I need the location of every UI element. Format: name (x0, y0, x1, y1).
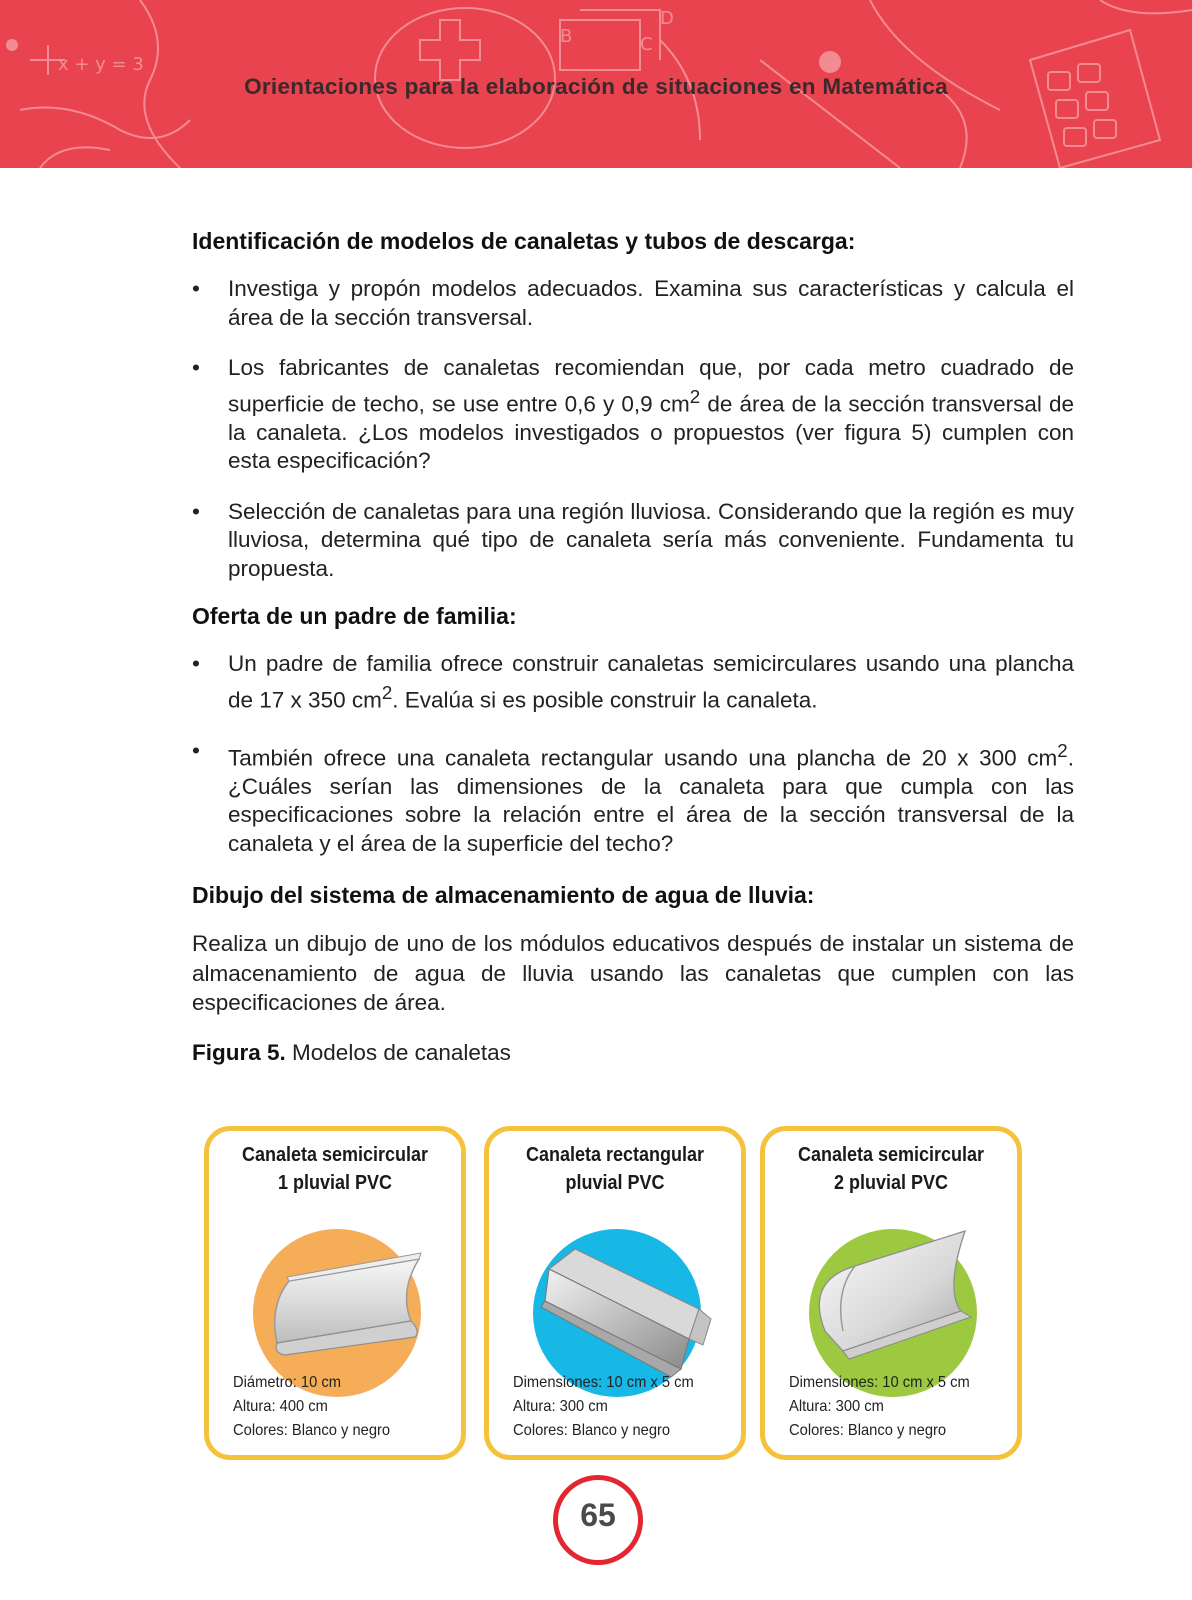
card-title-line1: Canaleta rectangular (525, 1144, 705, 1166)
superscript: 2 (689, 385, 701, 407)
section-title-dibujo: Dibujo del sistema de almacenamiento de agua de lluvia: (192, 882, 815, 908)
spec-line: Colores: Blanco y negro (233, 1422, 391, 1439)
figure-caption-text: Modelos de canaletas (285, 1039, 511, 1065)
bullet-text: Un padre de familia ofrece construir canaletas semicirculares usando una plancha de 17 x 350 cm (228, 651, 1074, 712)
spec-line: Diámetro: 10 cm (233, 1374, 341, 1391)
decor-letter-d: D (660, 8, 674, 29)
superscript: 2 (381, 681, 393, 703)
spec-line: Altura: 400 cm (233, 1398, 328, 1415)
bullet-item (192, 275, 1074, 332)
decor-equation: x + y = 3 (58, 54, 144, 75)
section-title-oferta: Oferta de un padre de familia: (192, 603, 517, 629)
spec-line: Colores: Blanco y negro (789, 1422, 947, 1439)
card-title-line2: 2 pluvial PVC (833, 1172, 949, 1194)
page-number: 65 (580, 1497, 616, 1533)
spec-line: Dimensiones: 10 cm x 5 cm (513, 1374, 694, 1391)
bullet-text: . Evalúa si es posible construir la canaleta. (392, 687, 818, 712)
header-title: Orientaciones para la elaboración de situaciones en Matemática (244, 74, 948, 99)
card-title-line2: pluvial PVC (565, 1172, 665, 1194)
bullet-text: También ofrece una canaleta rectangular usando una plancha de 20 x 300 cm (228, 745, 1058, 770)
spec-line: Colores: Blanco y negro (513, 1422, 671, 1439)
bullet-item (192, 737, 1074, 859)
figure-caption (192, 1040, 1074, 1066)
bullet-text: Investiga y propón modelos adecuados. Examina sus características y calcula el área de la sección transversal. (228, 276, 1074, 330)
gutter-card-rectangular (484, 1126, 746, 1460)
bullet-text: Selección de canaletas para una región lluviosa. Considerando que la región es muy lluviosa, determina qué tipo de canaleta sería más conveniente. Fundamenta tu propuesta. (228, 498, 1074, 581)
gutter-card-semicircular-1 (204, 1126, 466, 1460)
card-title-line2: 1 pluvial PVC (277, 1172, 393, 1194)
spec-line: Altura: 300 cm (789, 1398, 884, 1415)
spec-line: Dimensiones: 10 cm x 5 cm (789, 1374, 970, 1391)
section-title-identificacion: Identificación de modelos de canaletas y tubos de descarga: (192, 228, 856, 254)
bullet-item (192, 498, 1074, 584)
card-specs (233, 1371, 435, 1443)
paragraph-dibujo: Realiza un dibujo de uno de los módulos educativos después de instalar un sistema de almacenamiento de agua de lluvia usando las canaletas que cumplen con las especificaciones de área. (192, 931, 1074, 1015)
card-specs (513, 1371, 715, 1443)
card-specs (789, 1371, 991, 1443)
bullet-list-oferta (192, 650, 1074, 858)
bullet-list-identificacion (192, 275, 1074, 583)
superscript: 2 (1057, 739, 1068, 761)
page-number-badge (553, 1475, 641, 1563)
figure-label: Figura 5. (192, 1039, 286, 1065)
decor-letter-b: B (560, 26, 573, 47)
bullet-item (192, 650, 1074, 715)
page-header (0, 0, 1192, 168)
bullet-text: de área de la sección transversal de la canaleta. ¿Los modelos investigados o propuestos (ver figura 5) cumplen con esta especificación? (228, 391, 1075, 473)
gutter-card-semicircular-2 (760, 1126, 1022, 1460)
bullet-text: Los fabricantes de canaletas recomiendan que, por cada metro cuadrado de superficie de techo, se use entre 0,6 y 0,9 cm (228, 355, 1074, 416)
card-title-line1: Canaleta semicircular (797, 1144, 985, 1166)
main-content (192, 228, 1074, 1066)
spec-line: Altura: 300 cm (513, 1398, 608, 1415)
decor-letter-c: C (640, 34, 653, 55)
gutter-models-figure (204, 1126, 1034, 1460)
bullet-item (192, 354, 1074, 476)
card-title-line1: Canaleta semicircular (241, 1144, 429, 1166)
bullet-text: . ¿Cuáles serían las dimensiones de la canaleta para que cumpla con las especificaciones sobre la relación entre el área de la sección transversal de la canaleta y el área de la superficie del techo? (228, 745, 1074, 856)
